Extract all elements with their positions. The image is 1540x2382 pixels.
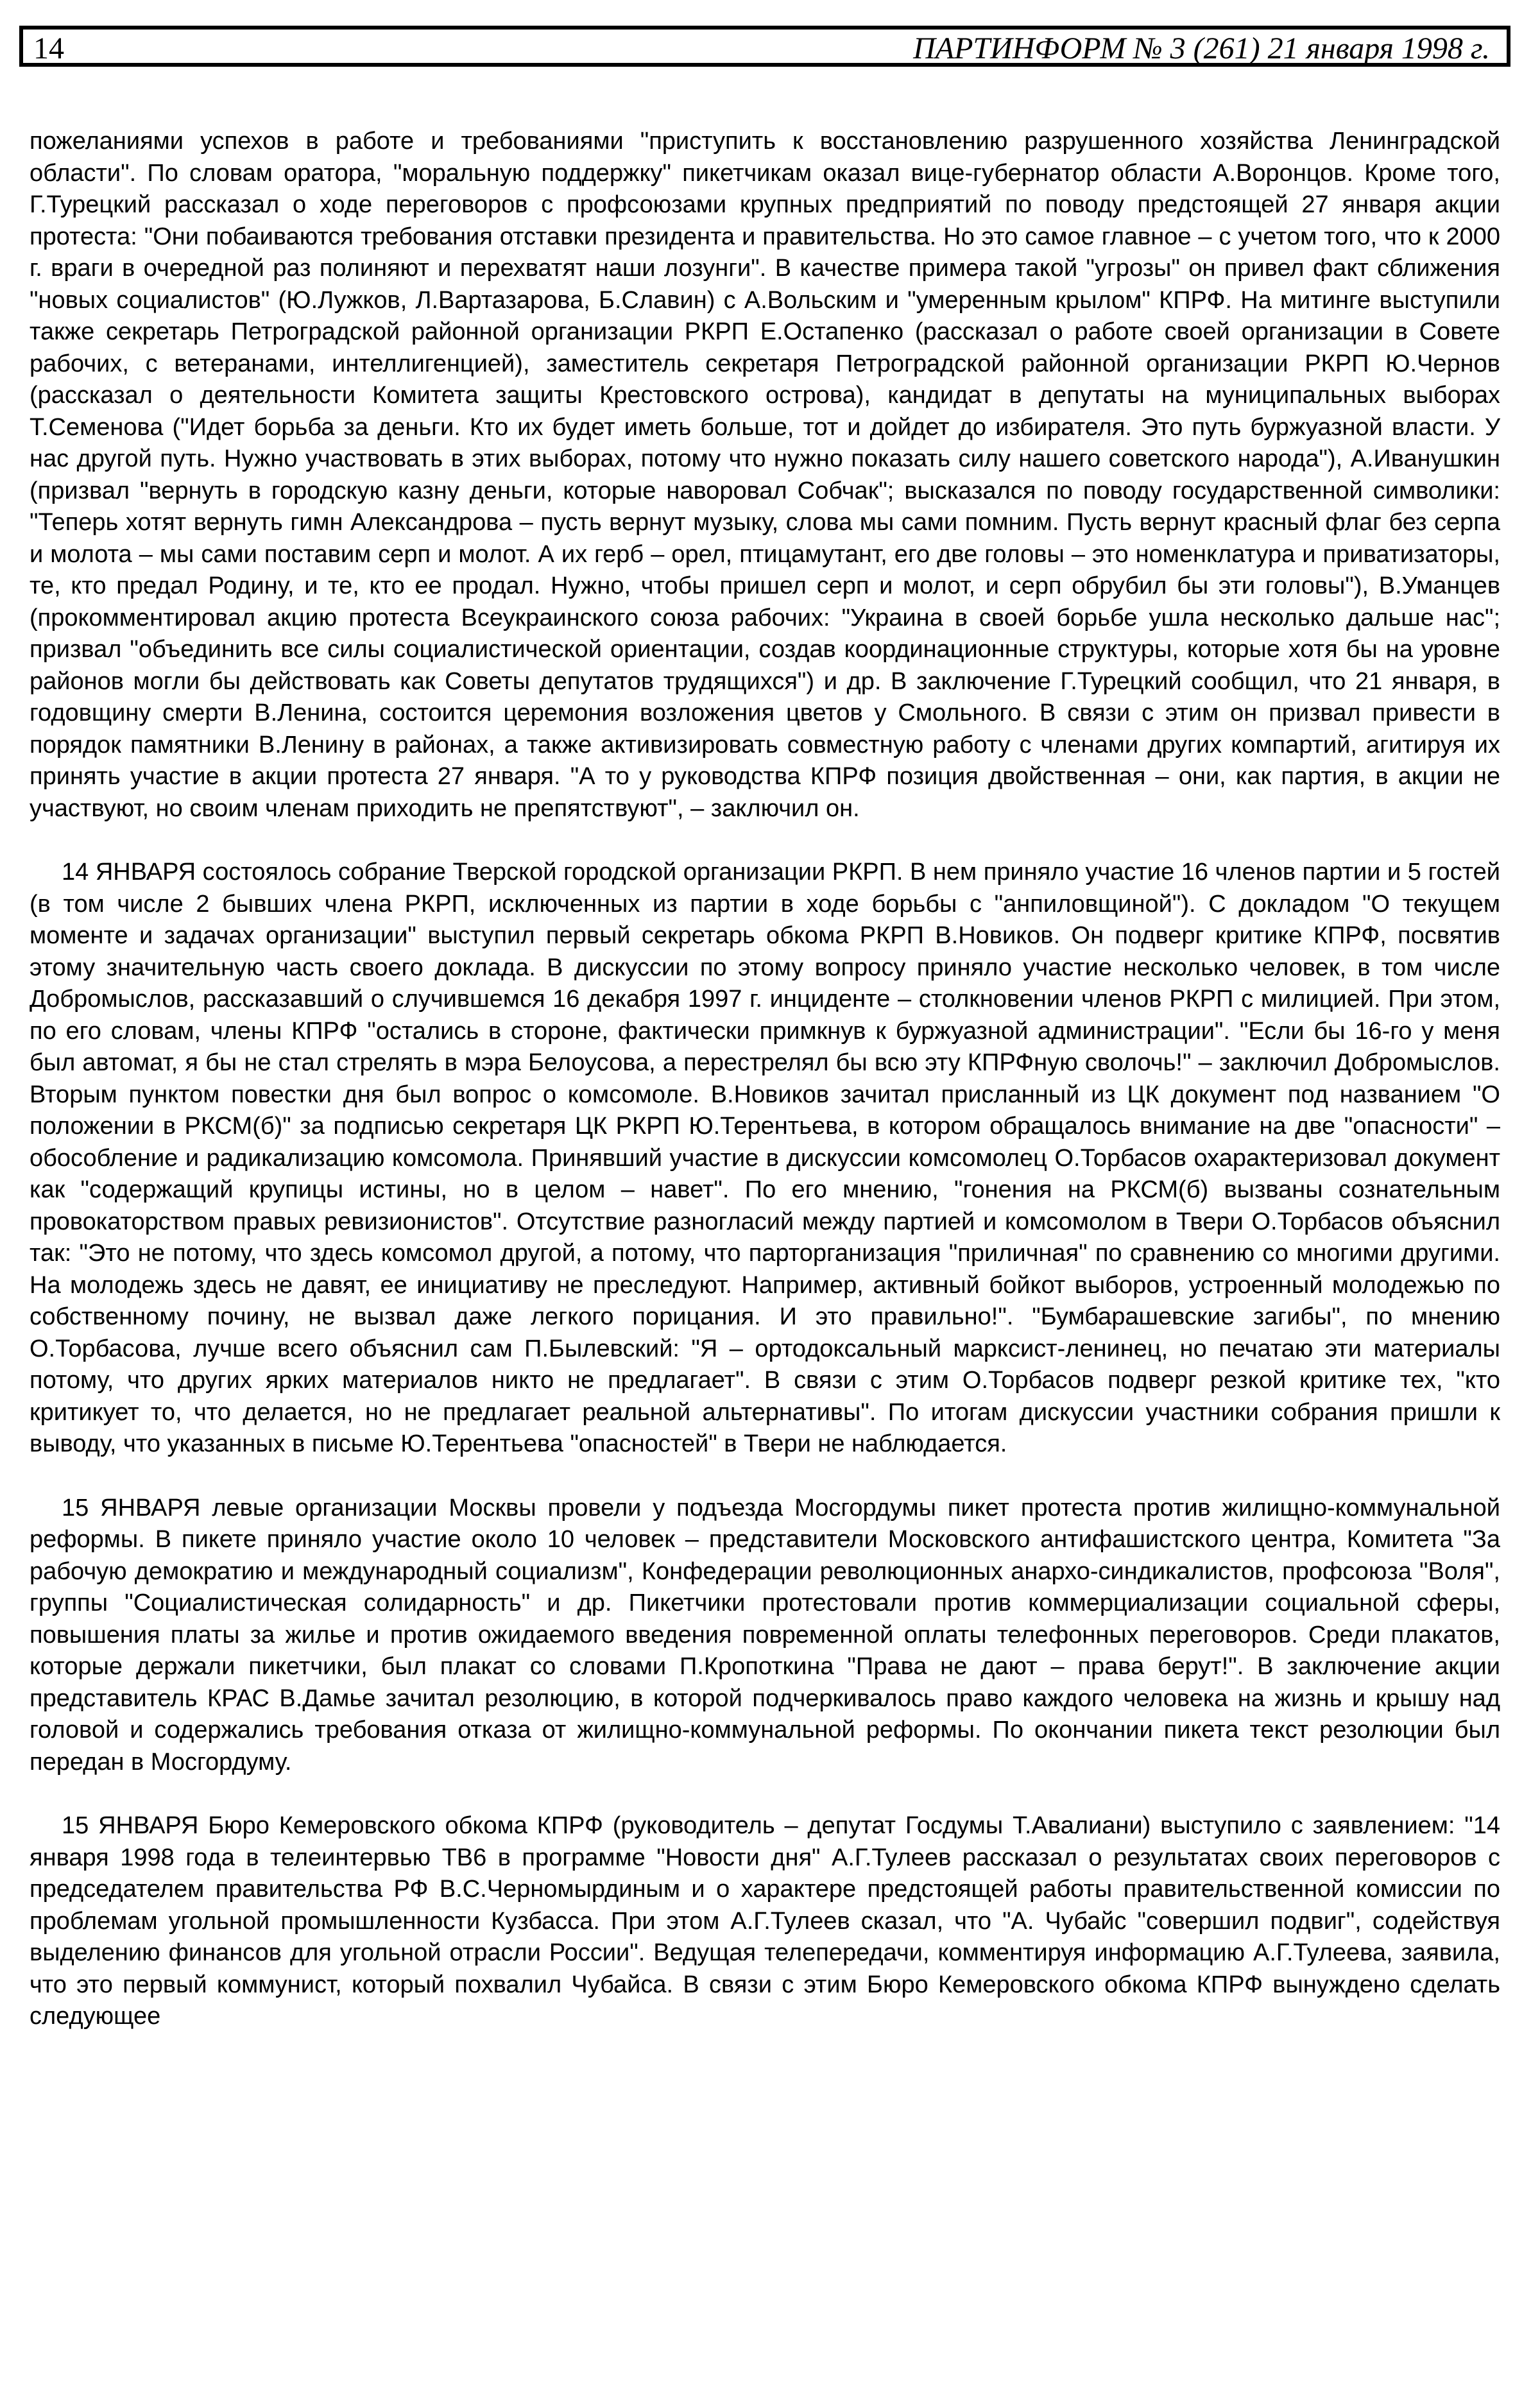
article-body: [30, 126, 1500, 2065]
paragraph-moscow-picket: 15 ЯНВАРЯ левые организации Москвы провели у подъезда Мосгордумы пикет протеста против жилищно-коммунальной реформы. В пикете приняло участие около 10 человек – представители Московского антифашистского центра, Комитета "За рабочую демократию и международный социализм", Конфедерации революционных анархо-синдикалистов, профсоюза "Воля", группы "Социалистическая солидарность" и др. Пикетчики протестовали против коммерциализации социальной сферы, повышения платы за жилье и против ожидаемого введения повременной оплаты телефонных переговоров. Среди плакатов, которые держали пикетчики, был плакат со словами П.Кропоткина "Права не дают – права берут!". В заключение акции представитель КРАС В.Дамье зачитал резолюцию, в которой подчеркивалось право каждого человека на жизнь и крышу над головой и содержались требования отказа от жилищно-коммунальной реформы. По окончании пикета текст резолюции был передан в Мосгордуму.: [30, 1494, 1500, 1776]
paragraph-tver-meeting: 14 ЯНВАРЯ состоялось собрание Тверской городской организации РКРП. В нем приняло участие 16 членов партии и 5 гостей (в том числе 2 бывших члена РКРП, исключенных из партии в ходе борьбы с "анпиловщиной"). С докладом "О текущем моменте и задачах организации" выступил первый секретарь обкома РКРП В.Новиков. Он подверг критике КПРФ, посвятив этому значительную часть своего доклада. В дискуссии по этому вопросу приняло участие несколько человек, в том числе Добромыслов, рассказавший о случившемся 16 декабря 1997 г. инциденте – столкновении членов РКРП с милицией. При этом, по его словам, члены КПРФ "остались в стороне, фактически примкнув к буржуазной администрации". "Если бы 16-го у меня был автомат, я бы не стал стрелять в мэра Белоусова, а перестрелял бы всю эту КПРФную сволочь!" – заключил Добромыслов. Вторым пунктом повестки дня был вопрос о комсомоле. В.Новиков зачитал присланный из ЦК документ под названием "О положении в РКСМ(б)" за подписью секретаря ЦК РКРП Ю.Терентьева, в котором обращалось внимание на две "опасности" – обособление и радикализацию комсомола. Принявший участие в дискуссии комсомолец О.Торбасов охарактеризовал документ как "содержащий крупицы истины, но в целом – навет". По его мнению, "гонения на РКСМ(б) вызваны сознательным провокаторством правых ревизионистов". Отсутствие разногласий между партией и комсомолом в Твери О.Торбасов объяснил так: "Это не потому, что здесь комсомол другой, а потому, что парторганизация "приличная" по сравнению со многими другими. На молодежь здесь не давят, ее инициативу не преследуют. Например, активный бойкот выборов, устроенный молодежью по собственному почину, не вызвал даже легкого порицания. И это правильно!". "Бумбарашевские загибы", по мнению О.Торбасова, лучше всего объяснил сам П.Былевский: "Я – ортодоксальный марксист-ленинец, но печатаю эти материалы потому, что других ярких материалов никто не предлагает". В связи с этим О.Торбасов подверг резкой критике тех, "кто критикует то, что делается, но не предлагает реальной альтернативы". По итогам дискуссии участники собрания пришли к выводу, что указанных в письме Ю.Терентьева "опасностей" в Твери не наблюдается.: [30, 859, 1500, 1457]
page-header: [19, 26, 1510, 67]
publication-title: ПАРТИНФОРМ № 3 (261) 21 января 1998 г.: [913, 31, 1490, 65]
paragraph-kemerovo-statement: 15 ЯНВАРЯ Бюро Кемеровского обкома КПРФ (руководитель – депутат Госдумы Т.Авалиани) выступило с заявлением: "14 января 1998 года в телеинтервью ТВ6 в программе "Новости дня" А.Г.Тулеев рассказал о результатах своих переговоров с председателем правительства РФ В.С.Черномырдиным и о характере предстоящей работы правительственной комиссии по проблемам угольной промышленности Кузбасса. При этом А.Г.Тулеев сказал, что "А. Чубайс "совершил подвиг", содействуя выделению финансов для угольной отрасли России". Ведущая телепередачи, комментируя информацию А.Г.Тулеева, заявила, что это первый коммунист, который похвалил Чубайса. В связи с этим Бюро Кемеровского обкома КПРФ вынуждено сделать следующее: [30, 1812, 1500, 2030]
page-number: 14: [33, 31, 64, 65]
paragraph-continuation: пожеланиями успехов в работе и требованиями "приступить к восстановлению разрушенного хозяйства Ленинградской области". По словам оратора, "моральную поддержку" пикетчикам оказал вице-губернатор области А.Воронцов. Кроме того, Г.Турецкий рассказал о ходе переговоров с профсоюзами крупных предприятий по поводу предстоящей 27 января акции протеста: "Они побаиваются требования отставки президента и правительства. Но это самое главное – с учетом того, что к 2000 г. враги в очередной раз полиняют и перехватят наши лозунги". В качестве примера такой "угрозы" он привел факт сближения "новых социалистов" (Ю.Лужков, Л.Вартазарова, Б.Славин) с А.Вольским и "умеренным крылом" КПРФ. На митинге выступили также секретарь Петроградской районной организации РКРП Е.Остапенко (рассказал о работе своей организации в Совете рабочих, с ветеранами, интеллигенцией), заместитель секретаря Петроградской районной организации РКРП Ю.Чернов (рассказал о деятельности Комитета защиты Крестовского острова), кандидат в депутаты на муниципальных выборах Т.Семенова ("Идет борьба за деньги. Кто их будет иметь больше, тот и дойдет до избирателя. Это путь буржуазной власти. У нас другой путь. Нужно участвовать в этих выборах, потому что нужно показать силу нашего советского народа"), А.Иванушкин (призвал "вернуть в городскую казну деньги, которые наворовал Собчак"; высказался по поводу государственной символики: "Теперь хотят вернуть гимн Александрова – пусть вернут музыку, слова мы сами помним. Пусть вернут красный флаг без серпа и молота – мы сами поставим серп и молот. А их герб – орел, птицамутант, его две головы – это номенклатура и приватизаторы, те, кто предал Родину, и те, кто ее продал. Нужно, чтобы пришел серп и молот, и серп обрубил бы эти головы"), В.Уманцев (прокомментировал акцию протеста Всеукраинского союза рабочих: "Украина в своей борьбе ушла несколько дальше нас"; призвал "объединить все силы социалистической ориентации, создав координационные структуры, которые хотя бы на уровне районов могли бы действовать как Советы депутатов трудящихся") и др. В заключение Г.Турецкий сообщил, что 21 января, в годовщину смерти В.Ленина, состоится церемония возложения цветов у Смольного. В связи с этим он призвал привести в порядок памятники В.Ленину в районах, а также активизировать совместную работу с членами других компартий, агитируя их принять участие в акции протеста 27 января. "А то у руководства КПРФ позиция двойственная – они, как партия, в акции не участвуют, но своим членам приходить не препятствуют", – заключил он.: [30, 128, 1500, 822]
